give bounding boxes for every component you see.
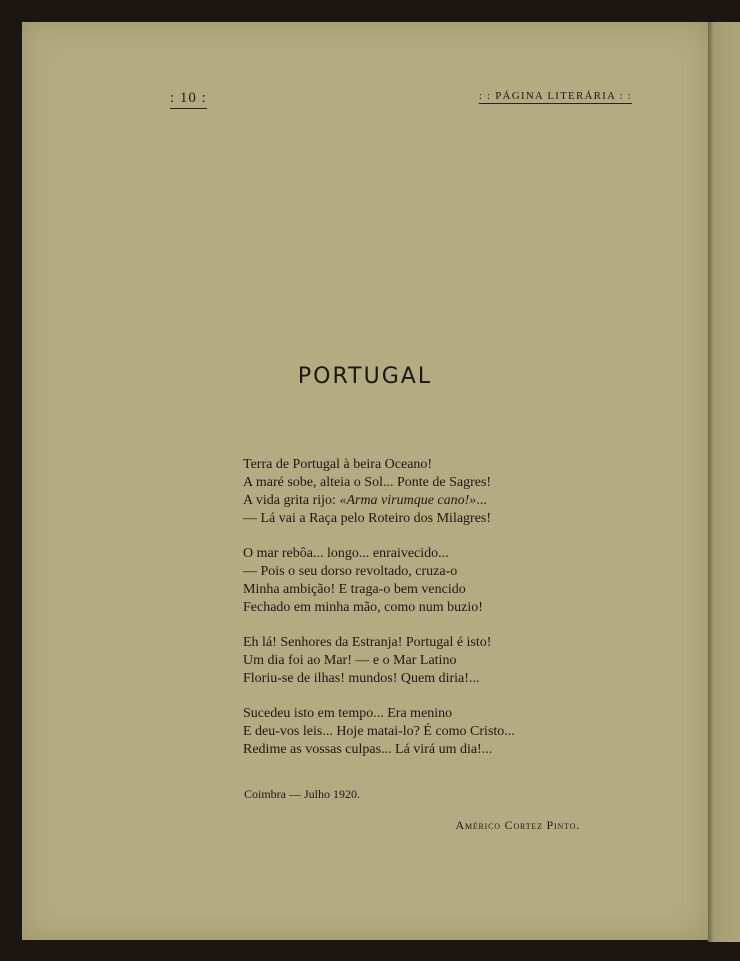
book-page xyxy=(22,22,708,940)
page-number: : 10 : xyxy=(170,90,207,109)
poem-line: Um dia foi ao Mar! — e o Mar Latino xyxy=(243,653,457,668)
poem-title: PORTUGAL xyxy=(297,364,433,389)
poem-line: Sucedeu isto em tempo... Era menino xyxy=(243,706,453,721)
dateline: Coimbra — Julho 1920. xyxy=(244,787,360,801)
poem-line: — Lá vai a Raça pelo Roteiro dos Milagres! xyxy=(243,511,492,526)
poem-line: Minha ambição! E traga-o bem vencido xyxy=(243,582,466,597)
poem-line: Fechado em minha mão, como num buzio! xyxy=(243,600,483,615)
poem-line-suffix: ... xyxy=(476,493,487,508)
poem-line-with-quote xyxy=(243,492,603,510)
poem-body xyxy=(243,456,603,776)
latin-quote: «Arma virumque cano!» xyxy=(339,493,477,508)
author-signature: Américo Cortez Pinto. xyxy=(455,818,580,832)
stanza-1 xyxy=(243,456,603,528)
poem-line: Eh lá! Senhores da Estranja! Portugal é isto! xyxy=(243,635,492,650)
poem-line: E deu-vos leis... Hoje matai-lo? É como Cristo... xyxy=(243,724,515,739)
stanza-2 xyxy=(243,545,603,617)
next-page-edge xyxy=(708,22,740,942)
poem-line-prefix: A vida grita rijo: xyxy=(243,493,340,508)
poem-line: Floriu-se de ilhas! mundos! Quem diria!... xyxy=(243,671,480,686)
stanza-3 xyxy=(243,634,603,688)
running-header: : : PÁGINA LITERÁRIA : : xyxy=(478,90,632,102)
poem-line: A maré sobe, alteia o Sol... Ponte de Sagres! xyxy=(243,475,492,490)
poem-line: Redime as vossas culpas... Lá virá um dia!... xyxy=(243,742,493,757)
poem-line: Terra de Portugal à beira Oceano! xyxy=(243,457,433,472)
stanza-4 xyxy=(243,705,603,759)
poem-line: O mar rebôa... longo... enraivecido... xyxy=(243,546,449,561)
poem-line: — Pois o seu dorso revoltado, cruza-o xyxy=(243,564,458,579)
